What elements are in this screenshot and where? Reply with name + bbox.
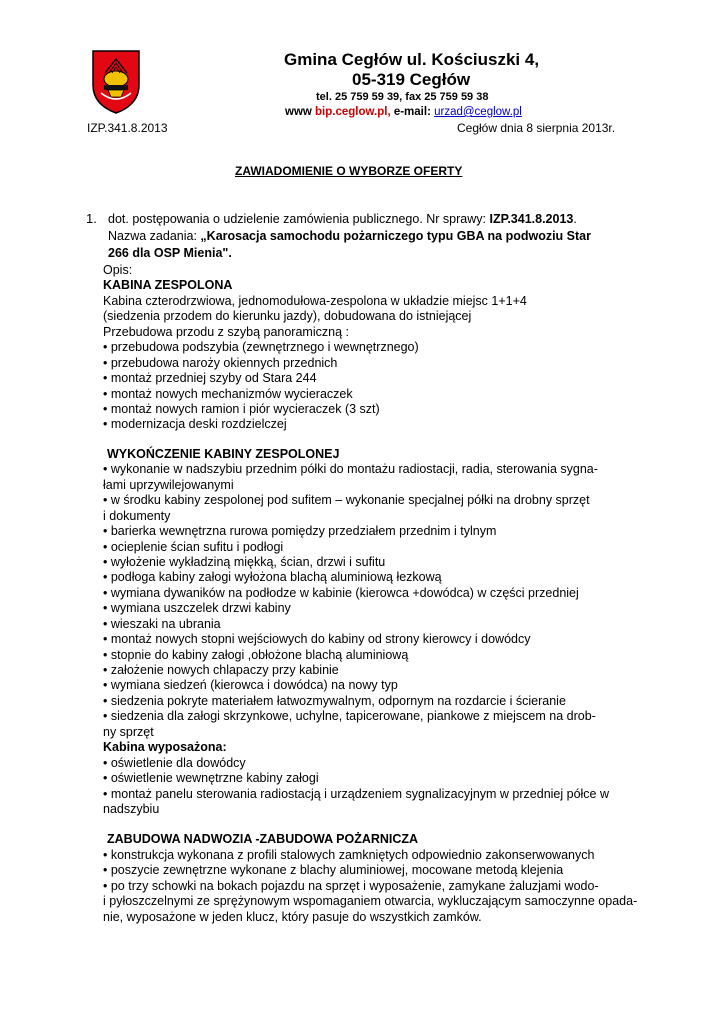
section-heading: KABINA ZESPOLONA — [103, 278, 233, 292]
text-line: (siedzenia przodem do kierunku jazdy), dobudowana do istniejącej — [103, 309, 472, 323]
intro-line-3: 266 dla OSP Mienia". — [108, 246, 232, 260]
section-heading: WYKOŃCZENIE KABINY ZESPOLONEJ — [107, 447, 340, 461]
document-title: ZAWIADOMIENIE O WYBORZE OFERTY — [235, 164, 463, 178]
section-heading: ZABUDOWA NADWOZIA -ZABUDOWA POŻARNICZA — [107, 832, 419, 846]
list-item: • wymiana siedzeń (kierowca i dowódca) na nowy typ — [103, 678, 398, 692]
item-number: 1. — [86, 211, 97, 226]
list-item: • wykonanie w nadszybiu przednim półki do montażu radiostacji, radia, sterowania sygna- — [103, 462, 598, 476]
header-address-line: Gmina Cegłów ul. Kościuszki 4, — [284, 50, 540, 69]
subsection-heading: Kabina wyposażona: — [103, 740, 227, 754]
list-item: • stopnie do kabiny załogi ,obłożone blachą aluminiową — [103, 648, 409, 662]
list-item: • przebudowa podszybia (zewnętrznego i wewnętrznego) — [103, 340, 419, 354]
document-date: Cegłów dnia 8 sierpnia 2013r. — [457, 121, 616, 135]
www-link[interactable]: bip.ceglow.pl, — [315, 106, 391, 118]
list-item: • wyłożenie wykładziną miękką, ścian, drzwi i sufitu — [103, 555, 386, 569]
list-item: • wymiana uszczelek drzwi kabiny — [103, 601, 291, 615]
email-link[interactable]: urzad@ceglow.pl — [434, 106, 522, 118]
list-item: • montaż panelu sterowania radiostacją i urządzeniem sygnalizacyjnym w przedniej półce w — [103, 787, 610, 801]
list-item: • wymiana dywaników na podłodze w kabinie (kierowca +dowódca) w części przedniej — [103, 586, 579, 600]
list-item: • barierka wewnętrzna rurowa pomiędzy przedziałem przednim i tylnym — [103, 524, 497, 538]
list-item: • montaż przedniej szyby od Stara 244 — [103, 371, 317, 385]
text-line: i dokumenty — [103, 509, 171, 523]
reference-number: IZP.341.8.2013 — [87, 121, 168, 135]
list-item: • siedzenia pokryte materiałem łatwozmywalnym, odpornym na rozdarcie i ścieranie — [103, 694, 566, 708]
text-line: ny sprzęt — [103, 725, 154, 739]
intro-line-2: Nazwa zadania: „Karosacja samochodu pożarniczego typu GBA na podwoziu Star — [108, 229, 591, 243]
text-line: łami uprzywilejowanymi — [103, 478, 234, 492]
header-web-email — [285, 106, 522, 118]
list-item: • założenie nowych chlapaczy przy kabinie — [103, 663, 339, 677]
list-item: • wieszaki na ubrania — [103, 617, 221, 631]
text-line: nadszybiu — [103, 802, 160, 816]
list-item: • po trzy schowki na bokach pojazdu na sprzęt i wyposażenie, zamykane żaluzjami wodo- — [103, 879, 599, 893]
header-postal-line: 05-319 Cegłów — [352, 70, 471, 89]
list-item: • montaż nowych stopni wejściowych do kabiny od strony kierowcy i dowódcy — [103, 632, 531, 646]
list-item: • modernizacja deski rozdzielczej — [103, 417, 287, 431]
list-item: • siedzenia dla załogi skrzynkowe, uchylne, tapicerowane, piankowe z miejscem na drob- — [103, 709, 596, 723]
text-line: i pyłoszczelnymi ze sprężynowym wspomaganiem otwarcia, wykluczającym samoczynne opada- — [103, 894, 638, 908]
list-item: • podłoga kabiny załogi wyłożona blachą aluminiową łezkową — [103, 570, 442, 584]
list-item: • w środku kabiny zespolonej pod sufitem – wykonanie specjalnej półki na drobny sprzęt — [103, 493, 590, 507]
www-label: www — [285, 106, 316, 118]
email-label: e-mail: — [390, 106, 435, 118]
list-item: • montaż nowych mechanizmów wycieraczek — [103, 387, 353, 401]
list-item: • montaż nowych ramion i piór wycieraczek (3 szt) — [103, 402, 380, 416]
text-line: Kabina czterodrzwiowa, jednomodułowa-zespolona w układzie miejsc 1+1+4 — [103, 294, 527, 308]
text-line: Przebudowa przodu z szybą panoramiczną : — [103, 325, 349, 339]
header-phone-fax: tel. 25 759 59 39, fax 25 759 59 38 — [316, 91, 489, 103]
list-item: • ocieplenie ścian sufitu i podłogi — [103, 540, 284, 554]
list-item: • oświetlenie dla dowódcy — [103, 756, 246, 770]
list-item: • przebudowa naroży okiennych przednich — [103, 356, 338, 370]
intro-line-1: dot. postępowania o udzielenie zamówienia publicznego. Nr sprawy: IZP.341.8.2013. — [108, 212, 577, 226]
list-item: • poszycie zewnętrzne wykonane z blachy aluminiowej, mocowane metodą klejenia — [103, 863, 564, 877]
list-item: • oświetlenie wewnętrzne kabiny załogi — [103, 771, 319, 785]
opis-label: Opis: — [103, 263, 133, 277]
list-item: • konstrukcja wykonana z profili stalowych zamkniętych odpowiednio zakonserwowanych — [103, 848, 595, 862]
text-line: nie, wyposażone w jeden klucz, który pasuje do wszystkich zamków. — [103, 910, 482, 924]
